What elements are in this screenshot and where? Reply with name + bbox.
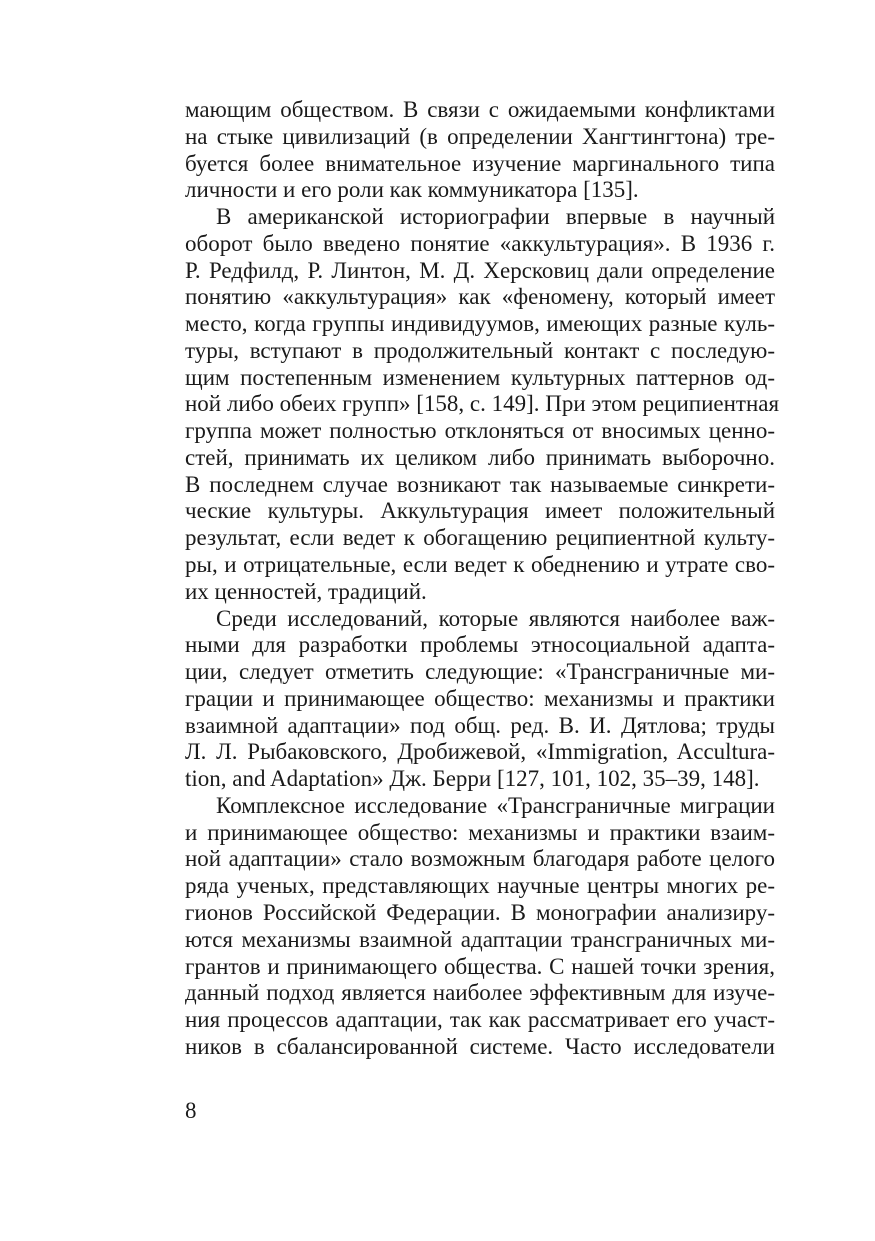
text-line: гионов Российской Федерации. В монографии анализиру- [185,899,775,925]
text-line: Р. Редфилд, Р. Линтон, М. Д. Херсковиц дали определение [185,257,775,283]
page-body [185,97,780,1061]
text-line: взаимной адаптации» под общ. ред. В. И. Дятлова; труды [185,712,775,738]
text-line: стей, принимать их целиком либо принимать выборочно. [185,444,775,470]
text-line: на стыке цивилизаций (в определении Хангтингтона) тре- [185,123,775,149]
text-line: В американской историографии впервые в научный [216,204,775,230]
page-number: 8 [185,1098,197,1123]
text-line: ры, и отрицательные, если ведет к обеднению и утрате сво- [185,552,775,578]
text-line: место, когда группы индивидуумов, имеющих разные куль- [185,311,775,337]
text-line: оборот было введено понятие «аккультурация». В 1936 г. [185,230,775,256]
text-line: ются механизмы взаимной адаптации трансграничных ми- [185,926,775,952]
text-line: личности и его роли как коммуникатора [135]. [185,177,639,203]
text-line: данный подход является наиболее эффективным для изуче- [185,980,775,1006]
paragraph [185,204,780,605]
paragraph [185,793,775,1061]
text-line: понятию «аккультурация» как «феномену, который имеет [185,284,775,310]
text-line: Л. Л. Рыбаковского, Дробижевой, «Immigration, Accultura- [185,739,775,765]
text-line: грации и принимающее общество: механизмы и практики [185,685,775,711]
text-line: tion, and Adaptation» Дж. Берри [127, 101, 102, 35–39, 148]. [185,766,760,792]
text-line: Среди исследований, которые являются наиболее важ- [216,605,775,631]
text-line: мающим обществом. В связи с ожидаемыми конфликтами [185,97,775,122]
text-line: грантов и принимающего общества. С нашей точки зрения, [185,953,775,979]
paragraph [185,97,775,204]
text-line: Комплексное исследование «Трансграничные миграции [216,792,775,818]
text-line: ными для разработки проблемы этносоциальной адапта- [185,632,775,658]
text-line: ной адаптации» стало возможным благодаря работе целого [185,846,775,872]
text-line: их ценностей, традиций. [185,578,427,604]
text-line: ряда ученых, представляющих научные центры многих ре- [185,873,775,899]
text-line: щим постепенным изменением культурных паттернов од- [185,364,775,390]
paragraph [185,606,775,793]
text-line: ческие культуры. Аккультурация имеет положительный [185,498,775,524]
text-line: результат, если ведет к обогащению реципиентной культу- [185,525,775,551]
text-line: ции, следует отметить следующие: «Трансграничные ми- [185,659,775,685]
text-line: В последнем случае возникают так называемые синкрети- [185,471,775,497]
text-line: ния процессов адаптации, так как рассматривает его участ- [185,1007,775,1033]
text-line: ников в сбалансированной системе. Часто исследователи [185,1033,775,1059]
text-line: ной либо обеих групп» [158, с. 149]. При этом реципиентная [185,391,780,417]
text-line: группа может полностью отклоняться от вносимых ценно- [185,418,775,444]
text-line: и принимающее общество: механизмы и практики взаим- [185,819,775,845]
text-line: буется более внимательное изучение маргинального типа [185,150,775,176]
text-line: туры, вступают в продолжительный контакт с последую- [185,337,775,363]
